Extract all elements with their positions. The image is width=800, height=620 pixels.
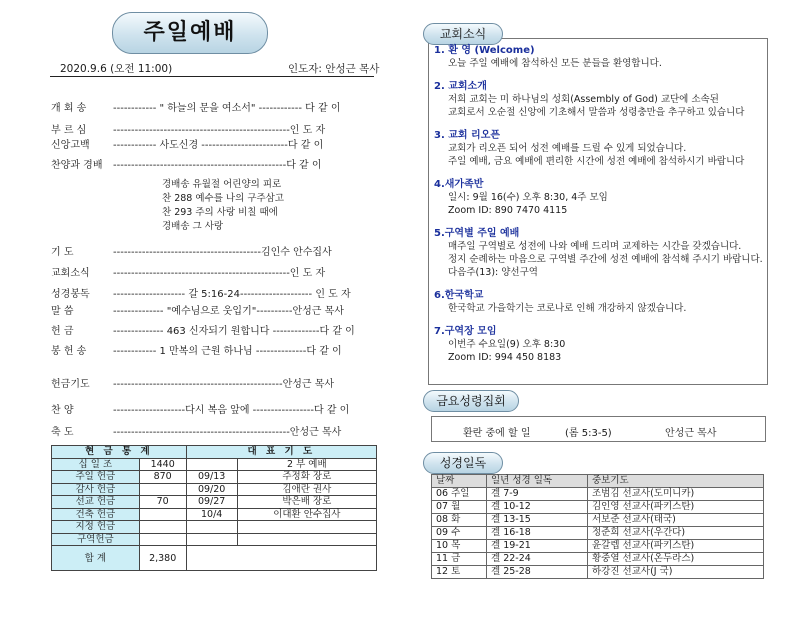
news-item [434,227,764,279]
news-item [434,80,764,119]
service-item-label: 찬양과 경배 [51,160,103,171]
service-item-label: 축 도 [51,427,74,438]
reading-chapter: 겔 16-18 [487,527,588,540]
service-item-detail: ------------ 1 만복의 근원 하나님 --------------다 같 이 [113,346,342,357]
prayer-date: 09/20 [186,483,237,496]
reading-row [432,501,764,514]
service-item-label: 기 도 [51,247,74,258]
news-item-title: 7.구역장 모임 [434,326,497,337]
reading-row [432,527,764,540]
offering-total-row [52,546,377,571]
hymn-line: 경배송 그 사랑 [162,221,224,232]
prayer-date [186,458,237,471]
news-item-line: 일시: 9월 16(수) 오후 8:30, 4주 모임 [448,192,608,203]
service-item-detail: ------------ 사도신경 ------------------------다 같 이 [113,140,324,151]
offering-row [52,508,377,521]
offering-name: 주일 헌금 [52,471,140,484]
service-item [51,264,371,284]
offering-amount [139,483,186,496]
reading-prayer: 김인영 선교사(파키스탄) [588,501,764,514]
news-item-line: 매주일 구역별로 성전에 나와 예배 드리며 교제하는 시간을 갖겠습니다. [448,241,742,252]
news-list [434,44,764,374]
offering-name: 지정 헌금 [52,521,140,534]
reading-prayer: 서보준 선교사(태국) [588,514,764,527]
offering-amount [139,521,186,534]
service-leader: 인도자: 안성근 목사 [288,63,380,75]
reading-table [431,474,764,579]
service-item [51,401,371,421]
reading-row [432,540,764,553]
service-item-label: 봉 헌 송 [51,346,87,357]
service-item-detail: -------------------------------------------------인 도 자 [113,268,326,279]
service-item-detail: -------------- "예수님으로 웃입기"----------안성근 목사 [113,306,344,317]
prayer-date: 09/13 [186,471,237,484]
reading-date: 11 금 [432,553,487,566]
service-item-label: 말 씀 [51,306,74,317]
service-date: 2020.9.6 (오전 11:00) [60,63,173,75]
news-item-line: 저희 교회는 미 하나님의 성회(Assembly of God) 교단에 소속된 [448,94,719,105]
service-item-label: 신앙고백 [51,140,90,151]
offering-amount: 870 [139,471,186,484]
offering-table [51,445,377,571]
friday-sermon: 환란 중에 할 일 [463,428,531,439]
news-item-line: Zoom ID: 890 7470 4115 [448,205,568,216]
service-item-detail: -----------------------------------------김인수 안수집사 [113,247,332,258]
news-item-line: 주일 예배, 금요 예배에 편리한 시간에 성전 예배에 참석하시기 바랍니다 [448,156,745,167]
reading-title: 성경일독 [423,452,503,474]
news-item-title: 3. 교회 리오픈 [434,130,501,141]
service-item-detail: -------------------- 갈 5:16-24-------------------- 인 도 자 [113,289,351,300]
prayer-name [237,521,376,534]
service-item [51,302,371,322]
offering-total-value: 2,380 [139,546,186,571]
reading-date: 09 수 [432,527,487,540]
offering-row [52,471,377,484]
hymn-line: 경배송 유월절 어린양의 피로 [162,179,282,190]
service-item [51,322,371,342]
offering-amount: 70 [139,496,186,509]
news-item-line: 오늘 주일 예배에 참석하신 모든 분들을 환영합니다. [448,58,662,69]
offering-amount: 1440 [139,458,186,471]
prayer-name: 주정화 장로 [237,471,376,484]
offering-row [52,458,377,471]
reading-row [432,514,764,527]
hymn-line: 찬 288 예수를 나의 구주삼고 [162,193,284,204]
service-item [51,423,371,443]
reading-date: 10 목 [432,540,487,553]
reading-date: 12 토 [432,566,487,579]
news-item-title: 6.한국학교 [434,290,484,301]
offering-amount [139,508,186,521]
reading-chapter: 겔 13-15 [487,514,588,527]
offering-amount [139,533,186,546]
reading-header-prayer: 중보기도 [588,475,764,488]
service-item-detail: --------------------다시 복음 앞에 -----------------다 같 이 [113,405,350,416]
reading-prayer: 조범김 선교사(도미니카) [588,488,764,501]
offering-row [52,533,377,546]
offering-name: 십 일 조 [52,458,140,471]
news-item-line: 교회로서 오순절 신앙에 기초해서 말씀과 성령충만을 추구하고 있습니다 [448,107,745,118]
prayer-header: 대 표 기 도 [186,446,376,459]
offering-row [52,483,377,496]
service-item [51,156,371,176]
prayer-name: 박은배 장로 [237,496,376,509]
service-item-detail: -------------------------------------------------안성근 목사 [113,427,342,438]
news-item-line: 정지 순례하는 마음으로 구역별 주간에 성전 예배에 참석해 주시기 바랍니다. [448,254,763,265]
service-item-label: 헌금기도 [51,379,90,390]
service-item-detail: -------------------------------------------------인 도 자 [113,125,326,136]
offering-name: 건축 헌금 [52,508,140,521]
service-item-detail: ------------------------------------------------다 같 이 [113,160,322,171]
service-item [51,375,371,395]
reading-date: 07 월 [432,501,487,514]
reading-row [432,566,764,579]
service-item-label: 성경봉독 [51,289,90,300]
service-item-label: 개 회 송 [51,103,87,114]
service-item-detail: ------------ " 하늘의 문을 여소서" ------------ 다 같 이 [113,103,341,114]
reading-row [432,488,764,501]
news-item-title: 2. 교회소개 [434,81,487,92]
news-item-line: Zoom ID: 994 450 8183 [448,352,562,363]
reading-header-date: 날짜 [432,475,487,488]
service-item-detail: -------------- 463 신자되기 원합니다 -------------다 같 이 [113,326,355,337]
prayer-date: 09/27 [186,496,237,509]
news-item-line: 한국학교 가을학기는 코로나로 인해 개강하지 않겠습니다. [448,303,687,314]
friday-preacher: 안성근 목사 [665,428,717,439]
header-divider [50,76,374,77]
reading-date: 06 주일 [432,488,487,501]
news-item-title: 5.구역별 주일 예배 [434,228,520,239]
news-item [434,129,764,168]
friday-title: 금요성령집회 [423,390,519,412]
prayer-name [237,533,376,546]
reading-chapter: 겔 10-12 [487,501,588,514]
reading-chapter: 겔 7-9 [487,488,588,501]
prayer-name: 2 부 예배 [237,458,376,471]
service-item [51,243,371,263]
reading-prayer: 황중열 선교사(온두라스) [588,553,764,566]
news-item-line: 다음주(13): 양선구역 [448,267,538,278]
prayer-date: 10/4 [186,508,237,521]
prayer-date [186,521,237,534]
offering-total-label: 합 계 [52,546,140,571]
reading-chapter: 겔 25-28 [487,566,588,579]
service-item-label: 교회소식 [51,268,90,279]
news-item [434,289,764,315]
news-item [434,178,764,217]
reading-chapter: 겔 19-21 [487,540,588,553]
service-item [51,99,371,119]
reading-row [432,553,764,566]
friday-ref: (롬 5:3-5) [565,428,612,439]
reading-chapter: 겔 22-24 [487,553,588,566]
news-item-line: 이번주 수요일(9) 오후 8:30 [448,339,566,350]
reading-header-chapter: 일년 성경 일독 [487,475,588,488]
offering-row [52,521,377,534]
hymn-line: 찬 293 주의 사랑 비칠 때에 [162,207,278,218]
service-item-label: 찬 양 [51,405,74,416]
service-item-label: 부 르 심 [51,125,87,136]
service-item-detail: -----------------------------------------------안성근 목사 [113,379,335,390]
prayer-name: 김애란 권사 [237,483,376,496]
prayer-date [186,533,237,546]
news-item-line: 교회가 리오픈 되어 성전 예배를 드릴 수 있게 되었습니다. [448,143,687,154]
service-title: 주일예배 [112,12,268,54]
reading-date: 08 화 [432,514,487,527]
service-item-label: 헌 금 [51,326,74,337]
service-item [51,342,371,362]
offering-row [52,496,377,509]
reading-prayer: 윤갈렙 선교사(파키스탄) [588,540,764,553]
news-item-title: 4.새가족반 [434,179,484,190]
reading-prayer: 하강진 선교사(J 국) [588,566,764,579]
news-item-title: 1. 환 영 (Welcome) [434,45,535,56]
offering-name: 선교 헌금 [52,496,140,509]
prayer-name: 이대환 안수집사 [237,508,376,521]
offering-name: 구역헌금 [52,533,140,546]
news-item [434,44,764,70]
offering-header: 현 금 통 계 [52,446,187,459]
offering-name: 감사 헌금 [52,483,140,496]
offering-total-empty [186,546,376,571]
reading-prayer: 정준희 선교사(우간다) [588,527,764,540]
service-item [51,136,371,156]
news-item [434,325,764,364]
news-title: 교회소식 [423,23,503,45]
